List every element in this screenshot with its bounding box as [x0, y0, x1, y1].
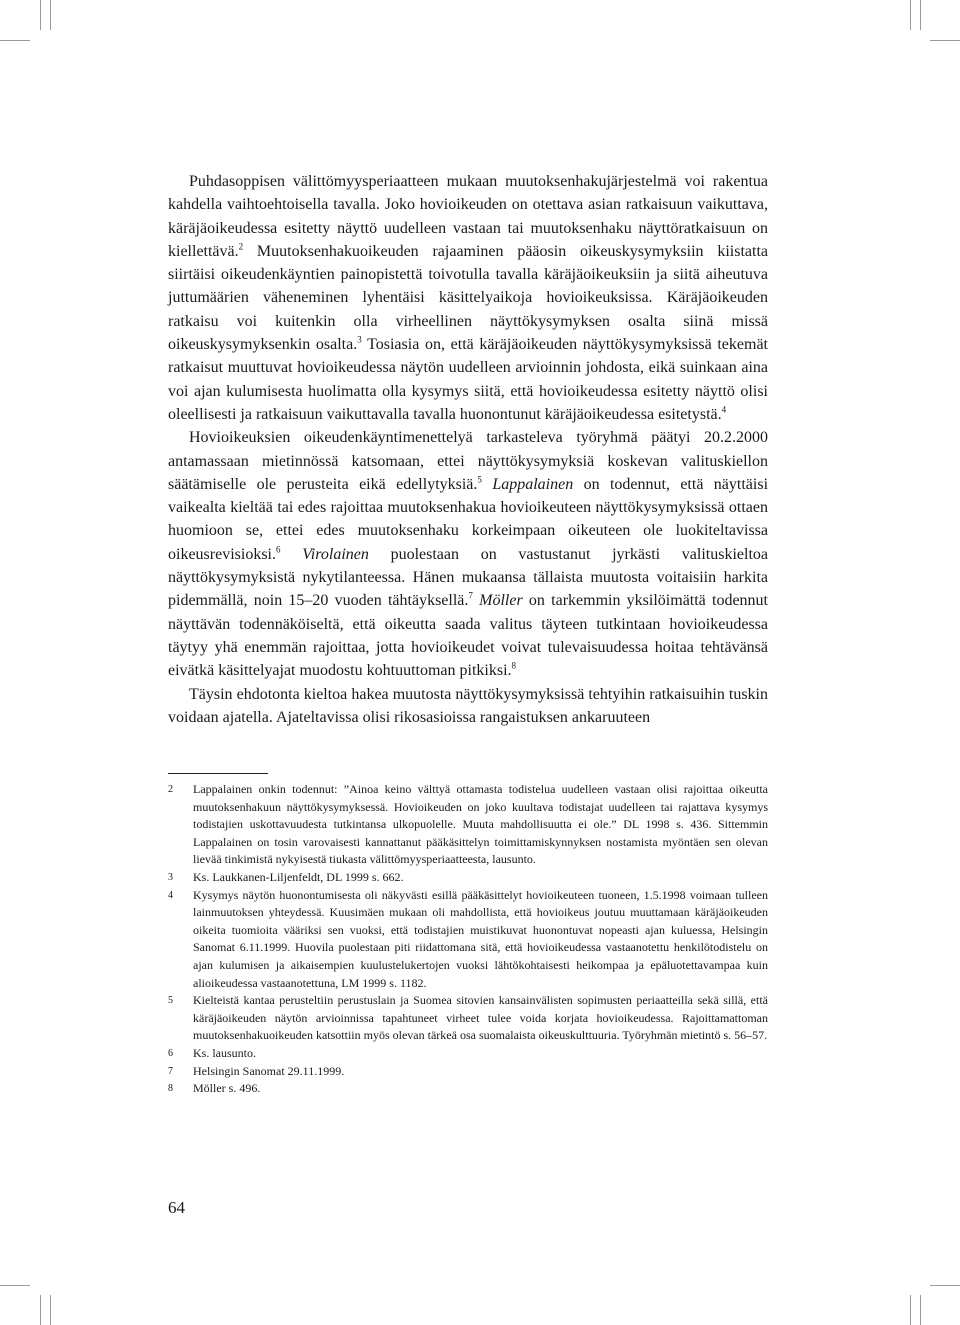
- footnote-text: Helsingin Sanomat 29.11.1999.: [193, 1063, 345, 1078]
- footnote-ref[interactable]: 5: [477, 474, 482, 485]
- crop-mark: [920, 0, 921, 30]
- footnote-number: 3: [168, 871, 173, 883]
- author-name: Lappalainen: [492, 475, 574, 493]
- footnote: [168, 1063, 768, 1081]
- footnote-ref[interactable]: 6: [276, 544, 281, 555]
- paragraph: Täysin ehdotonta kieltoa hakea muutosta näyttökysymyksissä tehtyihin ratkaisuihin tuskin voidaan ajatella. Ajateltavissa olisi rikosasioissa rangaistuksen ankaruuteen: [168, 685, 768, 726]
- crop-mark: [930, 1285, 960, 1286]
- footnote-number: 7: [168, 1065, 173, 1077]
- footnote-ref[interactable]: 4: [721, 404, 727, 415]
- crop-mark: [40, 1295, 41, 1325]
- footnote-number: 4: [168, 889, 173, 901]
- footnote: [168, 992, 768, 1045]
- crop-mark: [50, 1295, 51, 1325]
- footnote-number: 2: [168, 784, 173, 795]
- crop-mark: [50, 0, 51, 30]
- footnote-separator: [168, 773, 268, 774]
- footnote-text: Ks. Laukkanen-Liljenfeldt, DL 1999 s. 662.: [193, 869, 404, 884]
- footnote-ref[interactable]: 3: [357, 334, 362, 345]
- footnote: [168, 887, 768, 993]
- footnote: [168, 781, 768, 869]
- paragraph: Puhdasoppisen välittömyysperiaatteen mukaan muutoksenhakujärjestelmä voi rakentua kahdella vaihtoehtoisella tavalla. Joko hovioikeuden on otettava asian ratkaisuun vaikuttava, käräjäoikeudessa esitetty näyttö uudelleen vastaan tai muutoksenhaku näyttöratkaisuun on kiellettävä.$^2$ Muutoksenhakuoikeuden rajaaminen pääosin oikeuskysymyksiin kiistatta siirtäisi oikeudenkäyntien painopistettä toivotulla tavalla käräjäoikeuksiin ja siitä aiheutuva juttumäärien väheneminen lyhentäisi käsittelyaikoja hovioikeuksissa. Käräjäoikeuden ratkaisu voi kuitenkin olla virheellinen näyttökysymyksen osalta siinä missä oikeuskysymyksenkin osalta.$^3$ Tosiasia on, että käräjäoikeuden näyttökysymyksissä tekemät ratkaisut muuttuvat hovioikeudessa näytön uudelleen arvioinnin johdosta, eikä suinkaan aina voi ajan kulumisesta huolimatta olla kysymys siitä, että hovioikeudessa esitetty näyttö olisi oleellisesti ja ratkaisuun vaikuttavalla tavalla huonontunut käräjäoikeudessa esitetystä.$^4$: [168, 173, 769, 423]
- crop-mark: [910, 1295, 911, 1325]
- crop-mark: [0, 1285, 30, 1286]
- footnote-ref[interactable]: 8: [511, 660, 517, 671]
- footnote: [168, 1080, 768, 1098]
- crop-mark: [0, 40, 30, 41]
- author-name: Virolainen: [302, 545, 369, 563]
- footnote-text: Kysymys näytön huonontumisesta oli näkyvästi esillä pääkäsittelyt hovioikeuteen tuoneen, 1.5.1998 voimaan tulleen lainmuutoksen yhteydessä. Kuusimäen mukaan oli mahdollista, että hovioikeus joutuu muuttamaan käräjäoikeuden oikeita tuomioita vääriksi sen vuoksi, että todistajien muistikuvat huonontuvat nopeasti ajan kuluessa, Helsingin Sanomat 6.11.1999. Huovila puolestaan piti riidattomana sitä, että hovioikeudessa vastaanotettu henkilötodistelu on ajan kulumisen ja aikaisempien kuulustelukertojen vuoksi lähtökohtaisesti heikompaa ja epäluotettavampaa kuin alioikeudessa vastaanotettuna, LM 1999 s. 1182.: [193, 887, 768, 990]
- author-name: Möller: [479, 592, 523, 610]
- footnote-text: Lappalainen onkin todennut: ”Ainoa keino välttyä ottamasta todistelua uudelleen vastaan olisi rajoittaa oikeutta muutoksenhakuun näyttökysymyksessä. Hovioikeuden on joko kuultava todistajat uudelleen tai rajattava kysymys todistajien uskottavuudesta tutkintansa ulkopuolelle. Muuta mahdollisuutta ei ole.” DL 1998 s. 436. Sittemmin Lappalainen on tosin varovaisesti kannattanut pääkäsittelyn toimittamiskynnyksen nostamista myöntäen sen olevan lievää tinkimistä nykyisestä tiukasta välittömyysperiaatteesta, lausunto.: [193, 782, 768, 867]
- crop-mark: [920, 1295, 921, 1325]
- footnote-number: 5: [168, 995, 173, 1007]
- footnote-number: 6: [168, 1047, 173, 1059]
- page-number: 64: [168, 1198, 185, 1217]
- footnote: [168, 1045, 768, 1063]
- crop-mark: [910, 0, 911, 30]
- body-text: [168, 170, 768, 729]
- footnote-text: Möller s. 496.: [193, 1081, 261, 1096]
- crop-mark: [40, 0, 41, 30]
- footnote-ref[interactable]: 7: [468, 591, 473, 602]
- footnote: [168, 869, 768, 887]
- footnote-ref[interactable]: 2: [238, 241, 244, 252]
- footnote-text: Kielteistä kantaa perusteltiin perustuslain ja Suomea sitovien kansainvälisten sopimusten periaatteilla sekä sillä, että käräjäoikeuden näytön arvioinnissa tapahtuneet virheet tulee voida korjata hovioikeudessa. Rajoittamattoman muutoksenhakuoikeuden katsottiin myös olevan tärkeä osa suomalaista oikeuskulttuuria. Työryhmän mietintö s. 56–57.: [193, 993, 768, 1043]
- footnote-number: 8: [168, 1083, 173, 1095]
- paragraph: Hovioikeuksien oikeudenkäyntimenettelyä tarkasteleva työryhmä päätyi 20.2.2000 antamassaan mietinnössä katsomaan, ettei näyttökysymyksiä koskevan valituskiellon säätämiselle ole perusteita eikä edellytyksiä.$^5$ Lappalainen on todennut, että näyttäisi vaikealta kieltää tai edes rajoittaa muutoksenhakua hovioikeuteen näyttökysymyksissä ottaen huomioon se, ettei edes muutoksenhaku korkeimpaan oikeuteen ole luokiteltavissa oikeusrevisioksi.$^6$ Virolainen puolestaan on vastustanut jyrkästi valituskieltoa näyttökysymyksistä nykytilanteessa. Hänen mukaansa tällaista muutosta voitaisiin harkita pidemmällä, noin 15–20 vuoden tähtäyksellä.$^7$ Möller on tarkemmin yksilöimättä todennut näyttävän todennäköiseltä, että oikeutta saada valitus täyteen tutkintaan hovioikeudessa täytyy yhä enemmän rajoittaa, jotta hovioikeudet voivat tulevaisuudessa hoitaa tehtävänsä eivätkä käsittelyajat muodostu kohtuuttoman pitkiksi.$^8$: [168, 429, 769, 680]
- crop-mark: [930, 40, 960, 41]
- footnote-text: Ks. lausunto.: [193, 1045, 256, 1060]
- footnotes: [168, 781, 768, 1098]
